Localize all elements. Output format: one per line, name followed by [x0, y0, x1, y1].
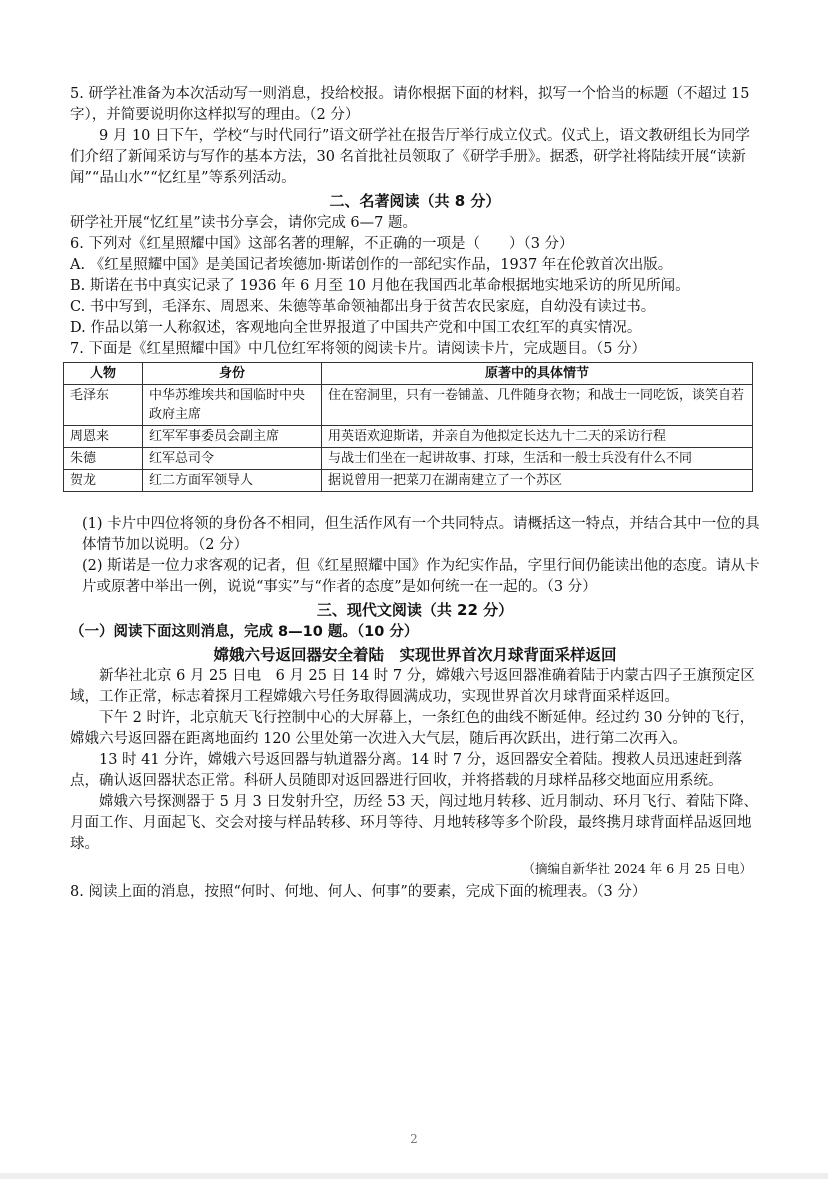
cell-plot: 与战士们坐在一起讲故事、打球，生活和一般士兵没有什么不同	[322, 448, 753, 470]
cell-identity: 中华苏维埃共和国临时中央政府主席	[143, 385, 322, 426]
cell-person: 贺龙	[64, 470, 143, 492]
cell-identity: 红军总司令	[143, 448, 322, 470]
news-paragraph: 13 时 41 分许，嫦娥六号返回器与轨道器分离。14 时 7 分，返回器安全着陆。搜救人员迅速赶到落点，确认返回器状态正常。科研人员随即对返回器进行回收，并将搭载的月球样品移交地面应用系统。	[70, 752, 743, 789]
q7-sub1: (1) 卡片中四位将领的身份各不相同，但生活作风有一个共同特点。请概括这一特点，并结合其中一位的具体情节加以说明。（2 分）	[82, 516, 760, 553]
header-person: 人物	[64, 363, 143, 385]
cell-person: 周恩来	[64, 426, 143, 448]
section2-title: 二、名著阅读（共 8 分）	[329, 192, 501, 210]
bottom-strip	[0, 1173, 828, 1179]
q7-sub2: (2) 斯诺是一位力求客观的记者，但《红星照耀中国》作为纪实作品，字里行间仍能读出他的态度。请从卡片或原著中举出一例，说说“事实”与“作者的态度”是如何统一在一起的。（3 分）	[82, 558, 760, 595]
table-row	[64, 448, 753, 470]
q6-option-a: A. 《红星照耀中国》是美国记者埃德加·斯诺创作的一部纪实作品，1937 年在伦敦首次出版。	[70, 257, 673, 273]
table-row	[64, 385, 753, 426]
q6-option-b: B. 斯诺在书中真实记录了 1936 年 6 月至 10 月他在我国西北革命根据地实地采访的所见所闻。	[70, 278, 690, 294]
cell-identity: 红二方面军领导人	[143, 470, 322, 492]
cell-identity: 红军军事委员会副主席	[143, 426, 322, 448]
cell-person: 朱德	[64, 448, 143, 470]
q8-prompt: 8. 阅读上面的消息，按照“何时、何地、何人、何事”的要素，完成下面的梳理表。（3 分）	[70, 884, 647, 900]
header-plot: 原著中的具体情节	[322, 363, 753, 385]
page-content	[70, 84, 760, 903]
q6-prompt: 6. 下列对《红星照耀中国》这部名著的理解，不正确的一项是（ ）（3 分）	[70, 236, 574, 252]
table-header-row	[64, 363, 753, 385]
q5-prompt: 5. 研学社准备为本次活动写一则消息，投给校报。请你根据下面的材料，拟写一个恰当的标题（不超过 15 字），并简要说明你这样拟写的理由。（2 分）	[70, 86, 750, 123]
news-source: （摘编自新华社 2024 年 6 月 25 日电）	[522, 861, 752, 876]
cell-plot: 住在窑洞里，只有一卷铺盖、几件随身衣物；和战士一同吃饭，谈笑自若	[322, 385, 753, 426]
section3-title: 三、现代文阅读（共 22 分）	[316, 601, 514, 619]
cell-plot: 据说曾用一把菜刀在湖南建立了一个苏区	[322, 470, 753, 492]
section2-intro: 研学社开展“忆红星”读书分享会，请你完成 6—7 题。	[70, 215, 417, 231]
spacer	[70, 492, 760, 514]
news-title: 嫦娥六号返回器安全着陆 实现世界首次月球背面采样返回	[213, 646, 617, 664]
reading-card-table	[63, 362, 753, 492]
news-paragraph: 下午 2 时许，北京航天飞行控制中心的大屏幕上，一条红色的曲线不断延伸。经过约 30 分钟的飞行，嫦娥六号返回器在距离地面约 120 公里处第一次进入大气层，随后再次跃出，进行第二次再入。	[70, 710, 755, 747]
page-number: 2	[410, 1132, 418, 1146]
section3-part1: （一）阅读下面这则消息，完成 8—10 题。（10 分）	[70, 624, 419, 640]
q7-prompt: 7. 下面是《红星照耀中国》中几位红军将领的阅读卡片。请阅读卡片，完成题目。（5 分）	[70, 341, 647, 357]
cell-plot: 用英语欢迎斯诺，并亲自为他拟定长达九十二天的采访行程	[322, 426, 753, 448]
table-row	[64, 426, 753, 448]
q6-option-d: D. 作品以第一人称叙述，客观地向全世界报道了中国共产党和中国工农红军的真实情况。	[70, 320, 642, 336]
table-row	[64, 470, 753, 492]
cell-person: 毛泽东	[64, 385, 143, 426]
news-paragraph: 嫦娥六号探测器于 5 月 3 日发射升空，历经 53 天，闯过地月转移、近月制动、环月飞行、着陆下降、月面工作、月面起飞、交会对接与样品转移、环月等待、月地转移等多个阶段，最终携月球背面样品返回地球。	[70, 794, 759, 852]
q5-material: 9 月 10 日下午，学校“与时代同行”语文研学社在报告厅举行成立仪式。仪式上，语文教研组长为同学们介绍了新闻采访与写作的基本方法，30 名首批社员领取了《研学手册》。据悉，研学社将陆续开展“读新闻”“品山水”“忆红星”等系列活动。	[70, 128, 750, 186]
header-identity: 身份	[143, 363, 322, 385]
news-paragraph: 新华社北京 6 月 25 日电 6 月 25 日 14 时 7 分，嫦娥六号返回器准确着陆于内蒙古四子王旗预定区域，工作正常，标志着探月工程嫦娥六号任务取得圆满成功，实现世界首次月球背面采样返回。	[70, 668, 755, 705]
q6-option-c: C. 书中写到，毛泽东、周恩来、朱德等革命领袖都出身于贫苦农民家庭，自幼没有读过书。	[70, 299, 656, 315]
